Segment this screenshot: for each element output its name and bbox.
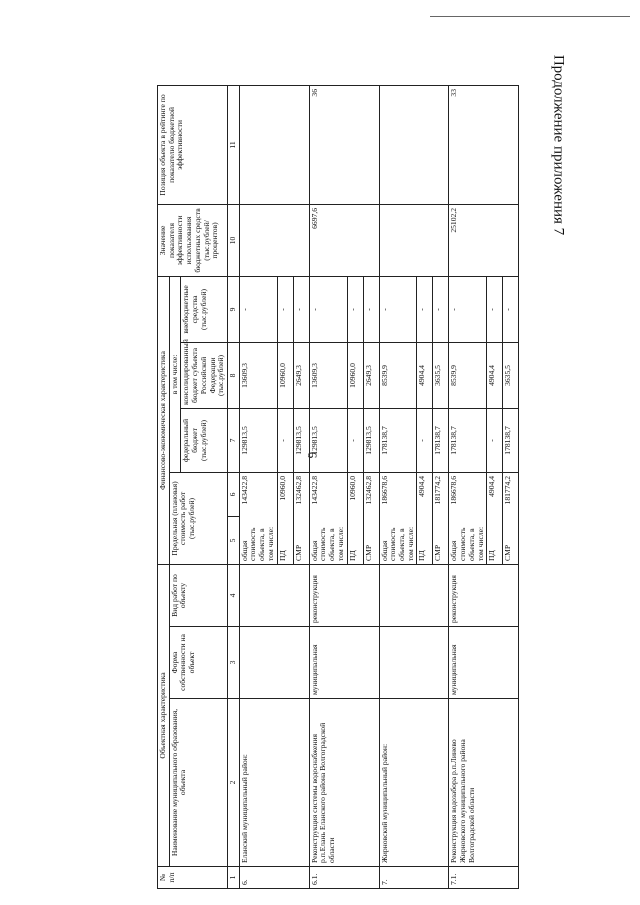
cell-label: ПД — [347, 516, 363, 564]
cell-label: общая стоимость объекта, в том числе: — [239, 516, 277, 564]
cell-form — [379, 627, 417, 699]
top-rule — [430, 16, 630, 17]
cell-extra: - — [363, 276, 379, 342]
header-extrabudget: внебюджетные средства (тыс.рублей) — [181, 276, 228, 342]
cell-cost: 4904,4 — [487, 472, 503, 516]
header-federal: федеральный бюджет (тыс.рублей) — [181, 408, 228, 472]
cell-extra: - — [347, 276, 363, 342]
cell-eff: 25102,2 — [449, 204, 487, 276]
cell-eff: 6697,6 — [309, 204, 347, 276]
cell-fed: 178138,7 — [503, 408, 519, 472]
cell-label: общая стоимость объекта, в том числе: — [379, 516, 417, 564]
cell-cons: 4904,4 — [487, 342, 503, 408]
cell-form — [417, 627, 433, 699]
table-row — [417, 85, 433, 888]
cell-work — [433, 564, 449, 626]
cell-name — [293, 699, 309, 867]
colnum: 11 — [228, 85, 240, 204]
cell-fed: 129813,5 — [309, 408, 347, 472]
colnum: 9 — [228, 276, 240, 342]
cell-label: ПД — [417, 516, 433, 564]
cell-fed: 129813,5 — [363, 408, 379, 472]
cell-label: СМР — [293, 516, 309, 564]
cell-cons: 2649,3 — [363, 342, 379, 408]
cell-fed: - — [347, 408, 363, 472]
cell-eff — [487, 204, 503, 276]
cell-form — [433, 627, 449, 699]
table-row — [433, 85, 449, 888]
cell-cost: 10960,0 — [277, 472, 293, 516]
cell-label: общая стоимость объекта, в том числе: — [309, 516, 347, 564]
table-row — [487, 85, 503, 888]
cell-cost: 132462,8 — [293, 472, 309, 516]
table-row — [293, 85, 309, 888]
header-efficiency: Значение показателя эффективности использования бюджетных средств (тыс.рублей/процентов) — [158, 204, 228, 276]
cell-extra: - — [417, 276, 433, 342]
cell-form — [239, 627, 277, 699]
header-work-type: Вид работ по объекту — [169, 564, 227, 626]
header-object-group: Объектная характеристика — [158, 564, 170, 866]
cell-label: ПД — [487, 516, 503, 564]
cell-extra: - — [309, 276, 347, 342]
cell-name — [277, 699, 293, 867]
cell-work — [239, 564, 277, 626]
cell-rank — [347, 85, 363, 204]
cell-label: СМР — [363, 516, 379, 564]
cell-form: муниципальная — [449, 627, 487, 699]
cell-cost: 181774,2 — [433, 472, 449, 516]
cell-cons: 13609,3 — [309, 342, 347, 408]
table-row — [503, 85, 519, 888]
colnum: 6 — [228, 472, 240, 516]
cell-label: СМР — [503, 516, 519, 564]
cell-n — [277, 867, 293, 889]
cell-name: Жирновский муниципальный район: — [379, 699, 417, 867]
cell-cost: 143422,8 — [309, 472, 347, 516]
cell-rank: 33 — [449, 85, 487, 204]
cell-name — [503, 699, 519, 867]
table-row — [449, 85, 487, 888]
cell-work — [363, 564, 379, 626]
page-number: 6 — [305, 451, 320, 459]
cell-n — [363, 867, 379, 889]
cell-extra: - — [503, 276, 519, 342]
cell-form: муниципальная — [309, 627, 347, 699]
cell-n — [433, 867, 449, 889]
cell-eff — [379, 204, 417, 276]
header-cost: Предельная (плановая) стоимость работ (тыс.рублей) — [169, 472, 227, 564]
cell-n: 7. — [379, 867, 417, 889]
cell-name — [347, 699, 363, 867]
cell-n — [347, 867, 363, 889]
cell-work — [379, 564, 417, 626]
cell-rank — [433, 85, 449, 204]
cell-eff — [277, 204, 293, 276]
cell-extra: - — [293, 276, 309, 342]
cell-rank — [293, 85, 309, 204]
cell-eff — [433, 204, 449, 276]
cell-name: Еланский муниципальный район: — [239, 699, 277, 867]
colnum: 4 — [228, 564, 240, 626]
table-row — [309, 85, 347, 888]
cell-work: реконструкция — [449, 564, 487, 626]
cell-rank — [503, 85, 519, 204]
cell-cons: 3635,5 — [503, 342, 519, 408]
cell-fed: 178138,7 — [433, 408, 449, 472]
cell-cons: 2649,3 — [293, 342, 309, 408]
cell-cons: 4904,4 — [417, 342, 433, 408]
header-in-total: в том числе: — [169, 276, 181, 472]
cell-extra: - — [239, 276, 277, 342]
cell-eff — [417, 204, 433, 276]
cell-work — [417, 564, 433, 626]
cell-n: 7.1. — [449, 867, 487, 889]
cell-eff — [363, 204, 379, 276]
cell-name — [417, 699, 433, 867]
cell-work — [487, 564, 503, 626]
data-table — [157, 85, 519, 889]
cell-n: 6. — [239, 867, 277, 889]
cell-cost: 181774,2 — [503, 472, 519, 516]
table-row — [277, 85, 293, 888]
colnum: 5 — [228, 516, 240, 564]
cell-rank — [239, 85, 277, 204]
cell-name: Реконструкция системы водоснабжения р.п.Елань Еланского района Волгоградской области — [309, 699, 347, 867]
table-row — [363, 85, 379, 888]
cell-name — [363, 699, 379, 867]
cell-fed: 129813,5 — [239, 408, 277, 472]
rotated-table-container — [157, 86, 603, 889]
cell-fed: - — [417, 408, 433, 472]
cell-n — [417, 867, 433, 889]
table-row — [347, 85, 363, 888]
cell-eff — [293, 204, 309, 276]
cell-rank: 36 — [309, 85, 347, 204]
cell-n — [503, 867, 519, 889]
cell-fed: 129813,5 — [293, 408, 309, 472]
colnum: 7 — [228, 408, 240, 472]
cell-rank — [277, 85, 293, 204]
cell-work — [277, 564, 293, 626]
cell-rank — [363, 85, 379, 204]
header-num: № п/п — [158, 867, 228, 889]
cell-name — [487, 699, 503, 867]
cell-extra: - — [433, 276, 449, 342]
cell-cons: 13609,3 — [239, 342, 277, 408]
cell-work — [293, 564, 309, 626]
cell-eff — [503, 204, 519, 276]
cell-extra: - — [449, 276, 487, 342]
cell-cons: 10960,0 — [347, 342, 363, 408]
colnum: 1 — [228, 867, 240, 889]
cell-rank — [417, 85, 433, 204]
cell-name: Реконструкция водозабора р.п.Линево Жирновского муниципального района Волгоградской области — [449, 699, 487, 867]
cell-cost: 186678,6 — [449, 472, 487, 516]
table-sheet — [157, 86, 603, 889]
cell-form — [277, 627, 293, 699]
cell-cost: 132462,8 — [363, 472, 379, 516]
cell-n — [293, 867, 309, 889]
cell-name — [433, 699, 449, 867]
cell-cost: 143422,8 — [239, 472, 277, 516]
cell-cons: 10960,0 — [277, 342, 293, 408]
table-body — [239, 85, 519, 888]
header-rank: Позиция объекта в рейтинге по показателю бюджетной эффективности — [158, 85, 228, 204]
cell-form — [347, 627, 363, 699]
cell-label: общая стоимость объекта, в том числе: — [449, 516, 487, 564]
cell-cons: 8539,9 — [379, 342, 417, 408]
cell-eff — [239, 204, 277, 276]
cell-n: 6.1. — [309, 867, 347, 889]
cell-label: СМР — [433, 516, 449, 564]
cell-fed: - — [277, 408, 293, 472]
colnum: 3 — [228, 627, 240, 699]
colnum: 2 — [228, 699, 240, 867]
cell-fed: - — [487, 408, 503, 472]
cell-extra: - — [487, 276, 503, 342]
cell-work — [347, 564, 363, 626]
header-consolidated: консолидированный бюджет субъекта Российской Федерации (тыс.рублей) — [181, 342, 228, 408]
cell-fed: 178138,7 — [449, 408, 487, 472]
cell-form — [503, 627, 519, 699]
cell-cost: 186678,6 — [379, 472, 417, 516]
header-name: Наименование муниципального образования, объекта — [169, 699, 227, 867]
cell-cost: 10960,0 — [347, 472, 363, 516]
cell-cost: 4904,4 — [417, 472, 433, 516]
header-finance-group: Финансово-экономическая характеристика — [158, 276, 170, 564]
cell-rank — [379, 85, 417, 204]
cell-extra: - — [379, 276, 417, 342]
column-numbers-row — [228, 85, 240, 888]
cell-fed: 178138,7 — [379, 408, 417, 472]
cell-form — [293, 627, 309, 699]
table-row — [239, 85, 277, 888]
table-row — [379, 85, 417, 888]
cell-form — [487, 627, 503, 699]
cell-work: реконструкция — [309, 564, 347, 626]
cell-rank — [487, 85, 503, 204]
cell-label: ПД — [277, 516, 293, 564]
colnum: 10 — [228, 204, 240, 276]
cell-eff — [347, 204, 363, 276]
cell-cons: 8539,9 — [449, 342, 487, 408]
cell-extra: - — [277, 276, 293, 342]
cell-cons: 3635,5 — [433, 342, 449, 408]
cell-form — [363, 627, 379, 699]
cell-work — [503, 564, 519, 626]
cell-n — [487, 867, 503, 889]
colnum: 8 — [228, 342, 240, 408]
appendix-title: Продолжение приложения 7 — [550, 54, 567, 236]
header-ownership: Форма собственности на объект — [169, 627, 227, 699]
